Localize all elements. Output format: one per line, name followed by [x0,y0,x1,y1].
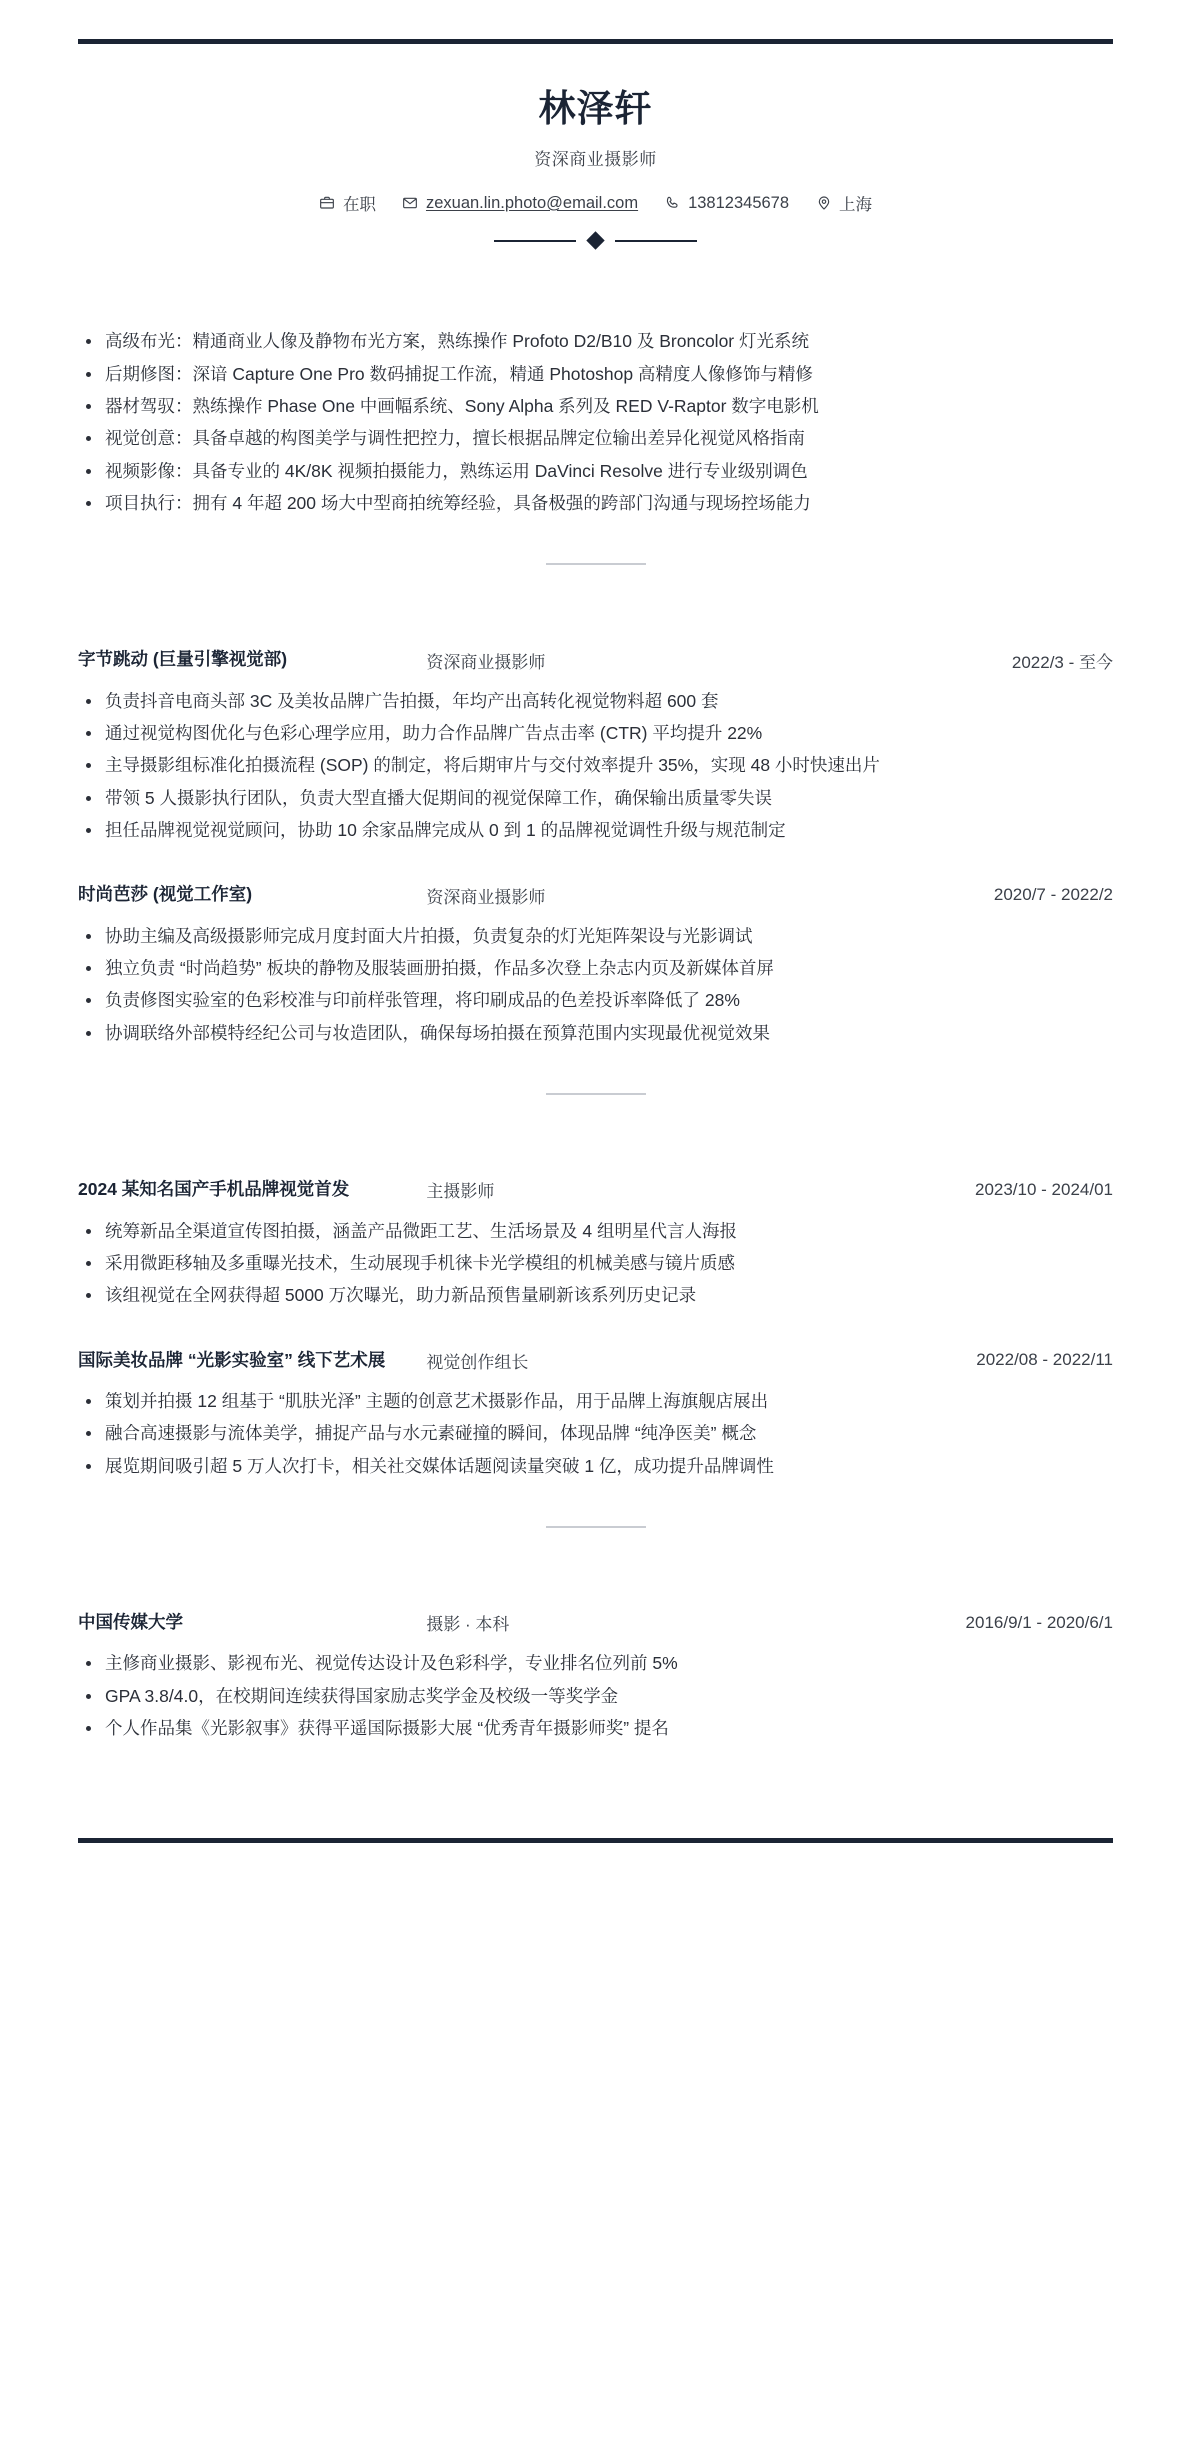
list-item: 负责修图实验室的色彩校准与印前样张管理，将印刷成品的色差投诉率降低了 28% [78,986,1113,1014]
list-item: 后期修图：深谙 Capture One Pro 数码捕捉工作流，精通 Photoshop 高精度人像修饰与精修 [78,360,1113,388]
entry-header [78,647,1113,672]
entry-bullets [78,687,1113,845]
section-divider [546,1526,646,1528]
list-item: 展览期间吸引超 5 万人次打卡，相关社交媒体话题阅读量突破 1 亿，成功提升品牌调性 [78,1452,1113,1480]
entry-header [78,1610,1113,1635]
contact-email-link[interactable]: zexuan.lin.photo@email.com [425,193,639,212]
list-item: 负责抖音电商头部 3C 及美妆品牌广告拍摄，年均产出高转化视觉物料超 600 套 [78,687,1113,715]
entry-bullets [78,1649,1113,1742]
entry-date: 2023/10 - 2024/01 [974,1179,1113,1199]
entry-organization: 时尚芭莎 (视觉工作室) [78,884,253,905]
project-entry [78,1177,1113,1309]
contact-phone-text: 13812345678 [688,193,790,212]
mail-icon [402,195,419,212]
list-item: 统筹新品全渠道宣传图拍摄，涵盖产品微距工艺、生活场景及 4 组明星代言人海报 [78,1217,1113,1245]
divider-line-right [615,240,697,242]
diamond-icon [586,232,604,250]
list-item: 独立负责 “时尚趋势” 板块的静物及服装画册拍摄，作品多次登上杂志内页及新媒体首屏 [78,954,1113,982]
entry-date: 2022/3 - 至今 [1011,652,1113,672]
contact-status-text: 在职 [342,196,376,215]
list-item: 高级布光：精通商业人像及静物布光方案，熟练操作 Profoto D2/B10 及 Broncolor 灯光系统 [78,327,1113,355]
entry-role: 摄影 · 本科 [426,1615,510,1635]
entry-bullets [78,922,1113,1047]
bottom-rule [78,1838,1113,1843]
diamond-divider [481,234,711,247]
entry-organization: 字节跳动 (巨量引擎视觉部) [78,649,288,670]
list-item: 通过视觉构图优化与色彩心理学应用，助力合作品牌广告点击率 (CTR) 平均提升 22% [78,719,1113,747]
entry-role: 资深商业摄影师 [426,652,546,672]
entry-organization: 国际美妆品牌 “光影实验室” 线下艺术展 [78,1349,386,1370]
resume-page [0,39,1191,2438]
list-item: 融合高速摄影与流体美学，捕捉产品与水元素碰撞的瞬间，体现品牌 “纯净医美” 概念 [78,1419,1113,1447]
work-entry [78,647,1113,844]
resume-header [0,44,1191,247]
entry-role: 资深商业摄影师 [426,887,546,907]
section-divider [546,1093,646,1095]
entry-date: 2020/7 - 2022/2 [993,885,1113,905]
contact-location [815,191,872,215]
contact-row [0,191,1191,215]
list-item: 视觉创意：具备卓越的构图美学与调性把控力，擅长根据品牌定位输出差异化视觉风格指南 [78,424,1113,452]
list-item: 协助主编及高级摄影师完成月度封面大片拍摄，负责复杂的灯光矩阵架设与光影调试 [78,922,1113,950]
list-item: 主导摄影组标准化拍摄流程 (SOP) 的制定，将后期审片与交付效率提升 35%，实现 48 小时快速出片 [78,751,1113,779]
list-item: 带领 5 人摄影执行团队，负责大型直播大促期间的视觉保障工作，确保输出质量零失误 [78,784,1113,812]
list-item: 策划并拍摄 12 组基于 “肌肤光泽” 主题的创意艺术摄影作品，用于品牌上海旗舰店展出 [78,1387,1113,1415]
entry-date: 2022/08 - 2022/11 [976,1350,1113,1370]
entry-bullets [78,1217,1113,1310]
contact-phone [664,194,789,213]
list-item: 视频影像：具备专业的 4K/8K 视频拍摄能力，熟练运用 DaVinci Resolve 进行专业级别调色 [78,457,1113,485]
list-item: 协调联络外部模特经纪公司与妆造团队，确保每场拍摄在预算范围内实现最优视觉效果 [78,1019,1113,1047]
list-item: 项目执行：拥有 4 年超 200 场大中型商拍统筹经验，具备极强的跨部门沟通与现场控场能力 [78,489,1113,517]
headline: 资深商业摄影师 [534,150,657,170]
entry-header [78,1348,1113,1373]
list-item: 器材驾驭：熟练操作 Phase One 中画幅系统、Sony Alpha 系列及 RED V-Raptor 数字电影机 [78,392,1113,420]
education-entry [78,1610,1113,1742]
divider-line-left [494,240,576,242]
section-projects [78,1177,1113,1480]
entry-header [78,882,1113,907]
work-entry [78,882,1113,1047]
briefcase-icon [319,195,336,212]
contact-status [319,191,376,215]
contact-email[interactable] [402,194,638,213]
entry-role: 视觉创作组长 [426,1352,529,1372]
section-education [78,1610,1113,1742]
phone-icon [664,195,681,212]
entry-header [78,1177,1113,1202]
skills-list [78,327,1113,517]
section-divider [546,563,646,565]
list-item: 个人作品集《光影叙事》获得平遥国际摄影大展 “优秀青年摄影师奖” 提名 [78,1714,1113,1742]
contact-location-text: 上海 [839,196,873,215]
list-item: GPA 3.8/4.0，在校期间连续获得国家励志奖学金及校级一等奖学金 [78,1682,1113,1710]
section-work-experience [78,647,1113,1047]
list-item: 采用微距移轴及多重曝光技术，生动展现手机徕卡光学模组的机械美感与镜片质感 [78,1249,1113,1277]
list-item: 担任品牌视觉视觉顾问，协助 10 余家品牌完成从 0 到 1 的品牌视觉调性升级与规范制定 [78,816,1113,844]
page-title: 林泽轩 [538,88,653,129]
entry-role: 主摄影师 [426,1182,495,1202]
entry-bullets [78,1387,1113,1480]
location-pin-icon [815,195,832,212]
entry-organization: 中国传媒大学 [78,1611,183,1632]
section-skills [78,327,1113,517]
list-item: 主修商业摄影、影视布光、视觉传达设计及色彩科学，专业排名位列前 5% [78,1649,1113,1677]
entry-date: 2016/9/1 - 2020/6/1 [965,1612,1113,1632]
list-item: 该组视觉在全网获得超 5000 万次曝光，助力新品预售量刷新该系列历史记录 [78,1281,1113,1309]
entry-organization: 2024 某知名国产手机品牌视觉首发 [78,1179,350,1200]
resume-body [0,327,1191,1838]
project-entry [78,1348,1113,1480]
